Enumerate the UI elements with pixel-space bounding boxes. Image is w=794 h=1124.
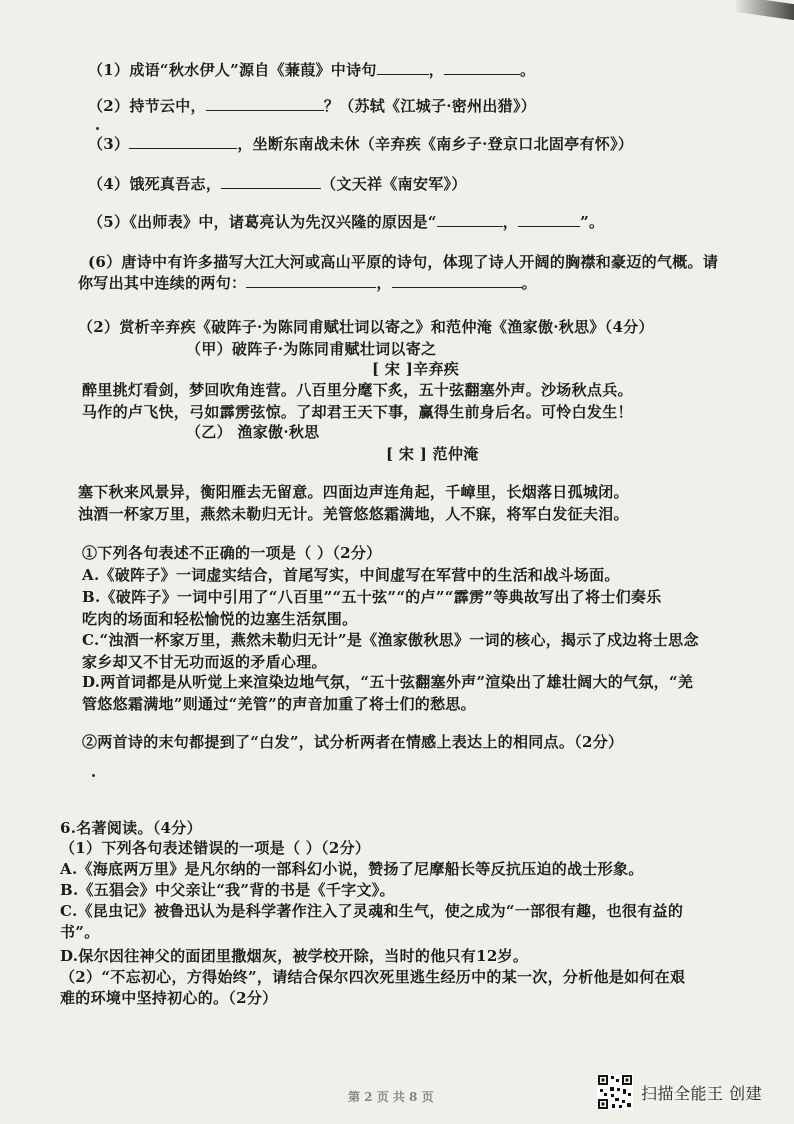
answer-blank[interactable] bbox=[437, 212, 503, 227]
question-1-6-line1: (6）唐诗中有许多描写大江大河或高山平原的诗句，体现了诗人开阔的胸襟和豪迈的气概。请 bbox=[88, 253, 719, 271]
section-6-option-c-line1: C.《昆虫记》被鲁迅认为是科学著作注入了灵魂和生气，使之成为“一部很有趣，也很有益的 bbox=[60, 902, 684, 920]
answer-blank[interactable] bbox=[392, 273, 522, 288]
poem-1-author: [ 宋 ]辛弃疾 bbox=[372, 360, 460, 378]
poem-2-title: （乙） 渔家傲·秋思 bbox=[186, 423, 320, 441]
section-6-title: 6.名著阅读。（4分） bbox=[60, 819, 202, 837]
option-c-line1: C.“浊酒一杯家万里，燕然未勒归无计”是《渔家傲秋思》一词的核心，揭示了戍边将士思念 bbox=[82, 631, 699, 649]
poem-question-1: ①下列各句表述不正确的一项是（ ）（2分） bbox=[82, 544, 382, 562]
section-6-question-2-line2: 难的环境中坚持初心的。（2分） bbox=[60, 989, 278, 1007]
answer-blank[interactable] bbox=[444, 60, 520, 75]
option-c-line2: 家乡却又不甘无功而返的矛盾心理。 bbox=[82, 653, 327, 671]
answer-blank[interactable] bbox=[206, 96, 324, 111]
period: 。 bbox=[521, 274, 537, 292]
poem-question-2: ②两首诗的末句都提到了“白发”，试分析两者在情感上表达上的相同点。（2分） bbox=[82, 733, 624, 751]
answer-blank[interactable] bbox=[221, 174, 321, 189]
question-1-5-text: （5）《出师表》中，诸葛亮认为先汉兴隆的原因是“ bbox=[88, 213, 437, 231]
page-number: 第 2 页 共 8 页 bbox=[348, 1090, 434, 1104]
option-b-line1: B.《破阵子》一词中引用了“八百里”“五十弦”“的卢”“霹雳”等典故写出了将士们奏乐 bbox=[82, 588, 662, 606]
section-6-question-1: （1）下列各句表述错误的一项是（ ）（2分） bbox=[60, 839, 371, 857]
section-6-option-d: D.保尔因往神父的面团里撒烟灰，被学校开除，当时的他只有12岁。 bbox=[60, 947, 529, 965]
option-a: A.《破阵子》一词虚实结合，首尾写实，中间虚写在军营中的生活和战斗场面。 bbox=[82, 566, 620, 584]
scan-speck bbox=[96, 127, 99, 130]
question-1-3 bbox=[88, 134, 633, 154]
question-1-1-text: （1）成语“秋水伊人”源自《蒹葭》中诗句 bbox=[88, 61, 377, 79]
poem-1-title: （甲）破阵子·为陈同甫赋壮词以寄之 bbox=[186, 340, 437, 358]
poem-1-line-1: 醉里挑灯看剑，梦回吹角连营。八百里分麾下炙，五十弦翻塞外声。沙场秋点兵。 bbox=[82, 381, 633, 399]
question-1-6-line2 bbox=[78, 273, 537, 293]
option-b-line2: 吃肉的场面和轻松愉悦的边塞生活氛围。 bbox=[82, 610, 358, 628]
poem-appreciation-intro: （2）赏析辛弃疾《破阵子·为陈同甫赋壮词以寄之》和范仲淹《渔家傲·秋思》（4分） bbox=[78, 318, 654, 336]
qr-code-icon bbox=[597, 1074, 633, 1110]
option-d-line2: 管悠悠霜满地”则通过“羌管”的声音加重了将士们的愁思。 bbox=[82, 695, 476, 713]
poem-2-line-1: 塞下秋来风景异，衡阳雁去无留意。四面边声连角起，千嶂里，长烟落日孤城闭。 bbox=[78, 483, 629, 501]
question-1-5 bbox=[88, 212, 604, 232]
answer-blank[interactable] bbox=[377, 60, 429, 75]
question-1-2 bbox=[88, 96, 536, 116]
section-6-question-2-line1: （2）“不忘初心，方得始终”，请结合保尔四次死里逃生经历中的某一次，分析他是如何在艰 bbox=[60, 968, 686, 986]
option-d-line1: D.两首词都是从听觉上来渲染边地气氛，“五十弦翻塞外声”渲染出了雄壮阔大的气氛，“羌 bbox=[82, 673, 694, 691]
question-1-4 bbox=[88, 174, 467, 194]
question-1-4-source: （文天祥《南安军》） bbox=[321, 175, 467, 193]
scan-speck bbox=[92, 774, 95, 777]
question-1-2-source: ？（苏轼《江城子·密州出猎》） bbox=[323, 97, 537, 115]
separator: ， bbox=[376, 274, 392, 292]
answer-blank[interactable] bbox=[246, 273, 376, 288]
section-6-option-c-line2: 书”。 bbox=[60, 923, 100, 941]
section-6-option-a: A.《海底两万里》是凡尔纳的一部科幻小说，赞扬了尼摩船长等反抗压迫的战士形象。 bbox=[60, 860, 644, 878]
question-1-6-prompt: 你写出其中连续的两句： bbox=[78, 274, 247, 292]
answer-blank[interactable] bbox=[518, 212, 580, 227]
separator: ， bbox=[502, 213, 519, 231]
poem-1-line-2: 马作的卢飞快，弓如霹雳弦惊。了却君王天下事，赢得生前身后名。可怜白发生！ bbox=[82, 403, 633, 421]
poem-2-line-2: 浊酒一杯家万里，燕然未勒归无计。羌管悠悠霜满地，人不寐，将军白发征夫泪。 bbox=[78, 505, 629, 523]
scanner-watermark: 扫描全能王 创建 bbox=[641, 1084, 763, 1103]
question-1-3-num: （3） bbox=[88, 135, 130, 153]
question-1-1 bbox=[88, 60, 535, 80]
question-1-3-text: ，坐断东南战未休（辛弃疾《南乡子·登京口北固亭有怀》） bbox=[237, 135, 634, 153]
scan-corner-shadow bbox=[736, 0, 794, 20]
answer-blank[interactable] bbox=[129, 134, 237, 149]
poem-2-author: [ 宋 ] 范仲淹 bbox=[386, 445, 479, 463]
period: ”。 bbox=[580, 213, 605, 231]
section-6-option-b: B.《五猖会》中父亲让“我”背的书是《千字文》。 bbox=[60, 881, 395, 899]
separator: ， bbox=[428, 61, 445, 79]
period: 。 bbox=[520, 61, 536, 79]
question-1-2-text: （2）持节云中， bbox=[88, 97, 206, 115]
question-1-4-text: （4）饿死真吾志， bbox=[88, 175, 222, 193]
